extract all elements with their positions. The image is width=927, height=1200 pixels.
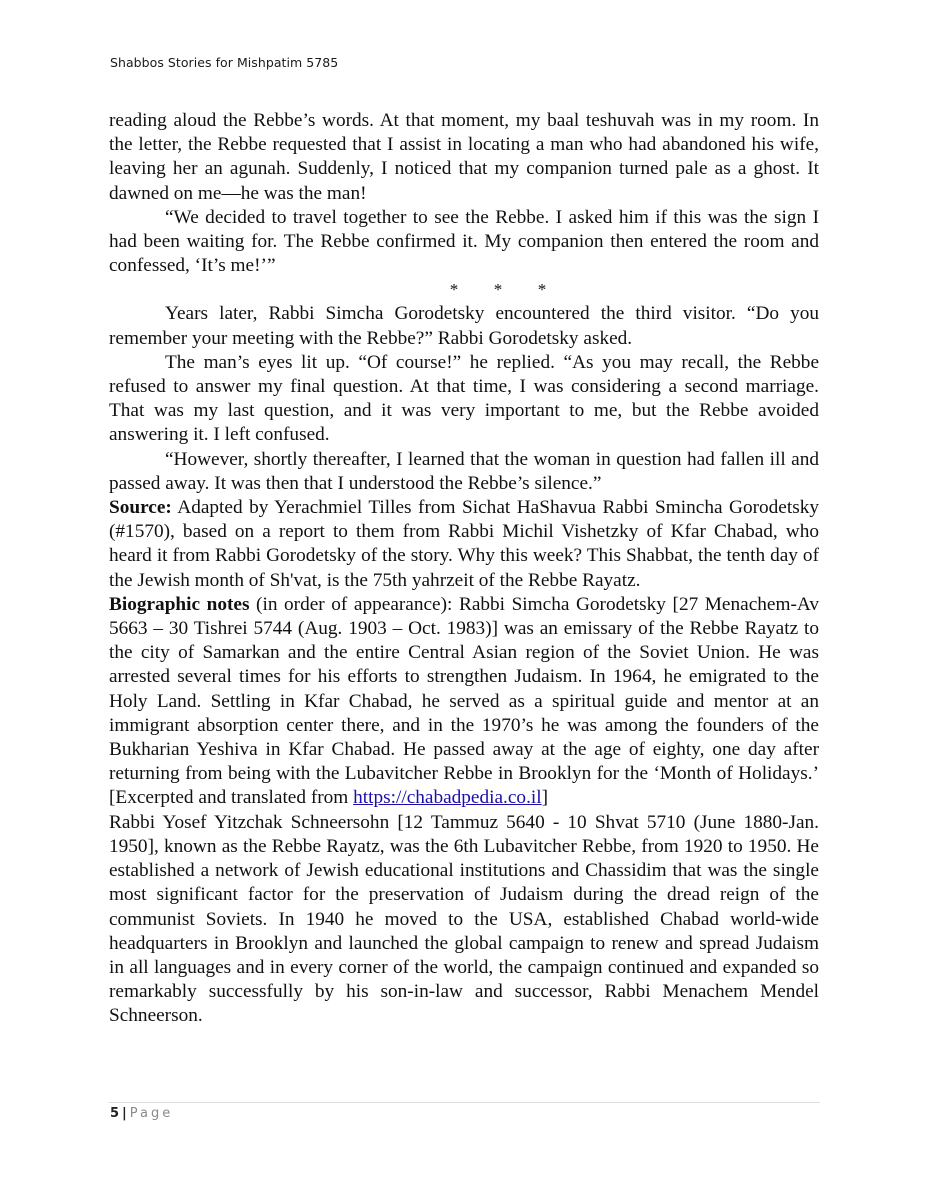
paragraph-travel-to-rebbe: “We decided to travel together to see the Rebbe. I asked him if this was the sign I had been waiting for. The Rebbe confirmed it. My companion then entered the room and confessed, ‘It’s me!’” bbox=[109, 206, 819, 277]
page-number: 5 bbox=[110, 1106, 120, 1121]
biographic-notes bbox=[109, 593, 819, 811]
section-separator bbox=[109, 278, 819, 302]
source-text: Adapted by Yerachmiel Tilles from Sichat HaShavua Rabbi Smincha Gorodetsky (#1570), based on a report to them from Rabbi Michil Vishetzky of Kfar Chabad, who heard it from Rabbi Gorodetsky of the story. Why this week? This Shabbat, the tenth day of the Jewish month of Sh'vat, is the 75th yahrzeit of the Rebbe Rayatz. bbox=[109, 497, 819, 591]
source-label: Source: bbox=[109, 497, 172, 519]
separator-asterisk: * bbox=[493, 280, 503, 300]
chabadpedia-link[interactable]: https://chabadpedia.co.il bbox=[353, 787, 542, 809]
separator-asterisk: * bbox=[537, 280, 547, 300]
paragraph-letter-reading: reading aloud the Rebbe’s words. At that moment, my baal teshuvah was in my room. In the letter, the Rebbe requested that I assist in locating a man who had abandoned his wife, leaving her an agunah. Suddenly, I noticed that my companion turned pale as a ghost. It dawned on me—he was the man! bbox=[109, 110, 819, 204]
paragraph-rebbe-rayatz-bio: Rabbi Yosef Yitzchak Schneersohn [12 Tammuz 5640 - 10 Shvat 5710 (June 1880-Jan. 1950], known as the Rebbe Rayatz, was the 6th Lubavitcher Rebbe, from 1920 to 1950. He established a network of Jewish educational institutions and Chassidim that was the single most significant factor for the preservation of Judaism during the dread reign of the communist Soviets. In 1940 he moved to the USA, established Chabad world-wide headquarters in Brooklyn and launched the global campaign to renew and spread Judaism in all languages and in every corner of the world, the campaign continued and expanded so remarkably successfully by his son-in-law and successor, Rabbi Menachem Mendel Schneerson. bbox=[109, 811, 819, 1027]
page-footer bbox=[110, 1106, 173, 1121]
page-label: Page bbox=[129, 1106, 174, 1121]
paragraph-years-later: Years later, Rabbi Simcha Gorodetsky encountered the third visitor. “Do you remember your meeting with the Rebbe?” Rabbi Gorodetsky asked. bbox=[109, 303, 819, 349]
separator-asterisk: * bbox=[449, 280, 459, 300]
biographic-notes-text: (in order of appearance): Rabbi Simcha Gorodetsky [27 Menachem-Av 5663 – 30 Tishrei 5744 (Aug. 1903 – Oct. 1983)] was an emissary of the Rebbe Rayatz to the city of Samarkan and the entire Central Asian region of the Soviet Union. He was arrested several times for his efforts to strengthen Judaism. In 1964, he emigrated to the Holy Land. Settling in Kfar Chabad, he served as a spiritual guide and mentor at an immigrant absorption center there, and in the 1970’s he was among the founders of the Bukharian Yeshiva in Kfar Chabad. He passed away at the age of eighty, one day after returning from being with the Lubavitcher Rebbe in Brooklyn for the ‘Month of Holidays.’ [Excerpted and translated from bbox=[109, 593, 820, 809]
page-header-title: Shabbos Stories for Mishpatim 5785 bbox=[110, 55, 339, 70]
source-note bbox=[109, 496, 819, 593]
document-body bbox=[109, 109, 819, 1029]
paragraph-however: “However, shortly thereafter, I learned that the woman in question had fallen ill and passed away. It was then that I understood the Rebbe’s silence.” bbox=[109, 448, 819, 494]
biographic-notes-closing-bracket: ] bbox=[541, 787, 549, 809]
paragraph-eyes-lit-up: The man’s eyes lit up. “Of course!” he replied. “As you may recall, the Rebbe refused to answer my final question. At that time, I was considering a second marriage. That was my last question, and it was very important to me, but the Rebbe avoided answering it. I left confused. bbox=[109, 351, 819, 446]
footer-divider bbox=[109, 1102, 820, 1103]
footer-separator: | bbox=[122, 1106, 127, 1121]
biographic-notes-label: Biographic notes bbox=[109, 593, 250, 615]
